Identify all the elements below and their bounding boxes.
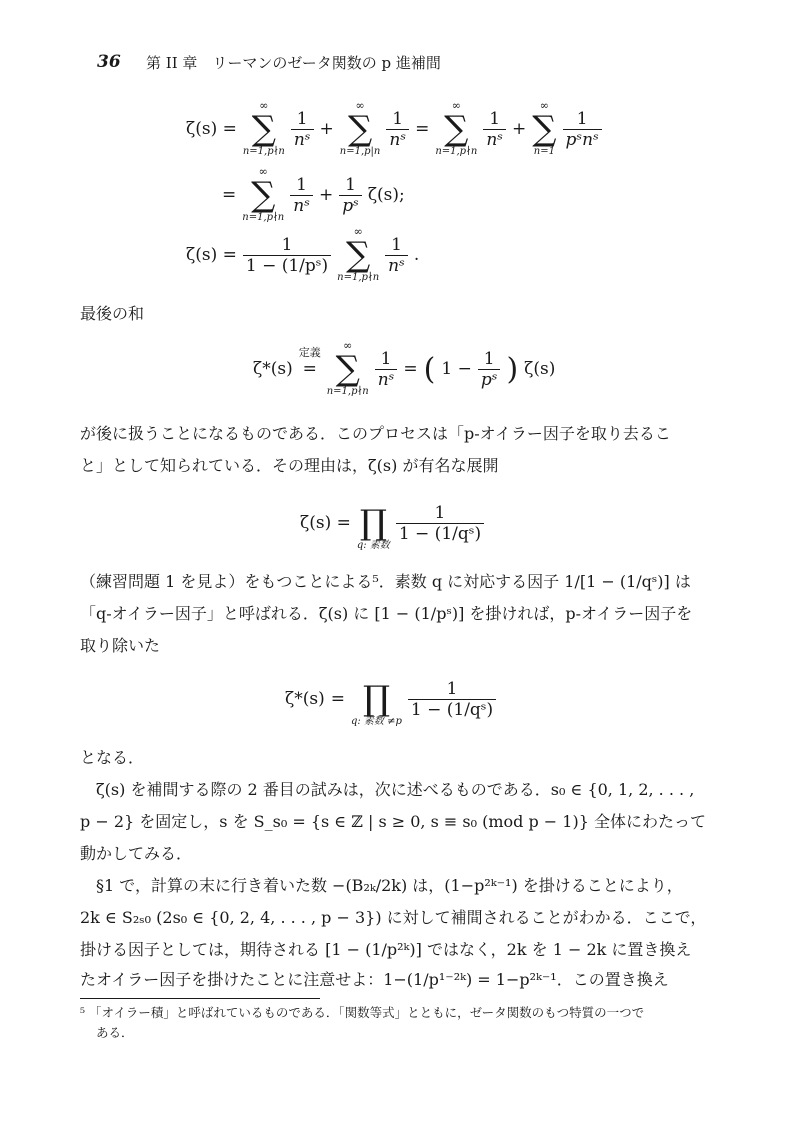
- sum-symbol: ∞ ∑ n=1,p∤n: [337, 225, 380, 283]
- fraction: $\frac{1}{\text{1 − (1/qˢ)}}$: [396, 503, 484, 544]
- footnote-line: ある．: [96, 1025, 134, 1040]
- fraction: $\frac{1}{\text{pˢ}}$: [478, 349, 501, 390]
- paragraph-line: となる．: [80, 748, 145, 767]
- chapter-title: 第 II 章 リーマンのゼータ関数の p 進補間: [146, 54, 441, 72]
- sum-symbol: ∞ ∑ n=1: [532, 99, 557, 157]
- fraction: $\frac{1}{\text{pˢ}}$: [339, 175, 362, 216]
- equation-zeta-split: ζ(s) = ∞ ∑ n=1,p∤n $\frac{1}{\text{nˢ}}$ + ∞ ∑ n=1,p|n $\frac{1}{\text{nˢ}}$ = ∞ ∑ n=1,p∤n $\frac{1}{\text{nˢ}}$ + ∞ ∑ n=1 $\frac{1}{\text{pˢnˢ}}$: [186, 100, 602, 158]
- paragraph-line: 2k ∈ S₂ₛ₀ (2s₀ ∈ {0, 2, 4, . . . , p − 3}) に対して補間されることがわかる．ここで，: [80, 908, 707, 927]
- equation-euler-product: ζ(s) = ∏ q: 素数 $\frac{1}{\text{1 − (1/qˢ)}}$: [300, 494, 484, 552]
- equation-zeta-split-2: = ∞ ∑ n=1,p∤n $\frac{1}{\text{nˢ}}$ + $\frac{1}{\text{pˢ}}$ ζ(s);: [222, 165, 405, 223]
- paragraph-line: たオイラー因子を掛けたことに注意せよ：1−(1/p¹⁻²ᵏ) = 1−p²ᵏ⁻¹．この置き換え: [80, 970, 669, 989]
- sum-symbol: ∞ ∑ n=1,p∤n: [242, 99, 285, 157]
- paragraph-line: p − 2} を固定し，s を S_s₀ = {s ∈ ℤ | s ≥ 0, s ≡ s₀ (mod p − 1)} 全体にわたって: [80, 812, 706, 831]
- paragraph-line: 掛ける因子としては，期待される [1 − (1/p²ᵏ)] ではなく，2k を 1 − 2k に置き換え: [80, 940, 692, 959]
- product-symbol: ∏ q: 素数 ≠p: [350, 679, 402, 727]
- fraction: $\frac{1}{\text{1 − (1/qˢ)}}$: [408, 679, 496, 720]
- eq1-lhs: ζ(s) =: [186, 119, 237, 139]
- equation-zeta-factor: ζ(s) = $\frac{1}{\text{1 − (1/pˢ)}}$ ∞ ∑ n=1,p∤n $\frac{1}{\text{nˢ}}$ .: [186, 225, 420, 283]
- fraction: $\frac{1}{\text{nˢ}}$: [375, 349, 398, 390]
- fraction: $\frac{1}{\text{nˢ}}$: [291, 109, 314, 150]
- fraction: $\frac{1}{\text{pˢnˢ}}$: [563, 109, 602, 150]
- footnote-line: ⁵ 「オイラー積」と呼ばれているものである．「関数等式」とともに，ゼータ関数のもつ特質の一つで: [80, 1005, 645, 1020]
- paragraph: 最後の和: [80, 304, 145, 323]
- paragraph-line: 「q-オイラー因子」と呼ばれる．ζ(s) に [1 − (1/pˢ)] を掛ければ，p-オイラー因子を: [80, 604, 693, 623]
- product-symbol: ∏ q: 素数: [356, 503, 390, 551]
- equation-zeta-star: ζ*(s) 定義 = ∞ ∑ n=1,p∤n $\frac{1}{\text{nˢ}}$ = ( 1 − $\frac{1}{\text{pˢ}}$ ) ζ(s): [253, 339, 556, 397]
- fraction: $\frac{1}{\text{nˢ}}$: [386, 109, 409, 150]
- equation-zeta-star-product: ζ*(s) = ∏ q: 素数 ≠p $\frac{1}{\text{1 − (1/qˢ)}}$: [285, 670, 496, 728]
- fraction: $\frac{1}{\text{nˢ}}$: [483, 109, 506, 150]
- fraction: $\frac{1}{\text{nˢ}}$: [385, 235, 408, 276]
- paragraph-line: が後に扱うことになるものである．このプロセスは「p-オイラー因子を取り去るこ: [80, 424, 671, 443]
- fraction: $\frac{1}{\text{1 − (1/pˢ)}}$: [243, 235, 331, 276]
- sum-symbol: ∞ ∑ n=1,p∤n: [326, 339, 369, 397]
- sum-symbol: ∞ ∑ n=1,p∤n: [435, 99, 478, 157]
- paragraph-line: 動かしてみる．: [80, 844, 193, 863]
- eq2-tail: ζ(s);: [367, 185, 405, 205]
- sum-symbol: ∞ ∑ n=1,p∤n: [242, 165, 285, 223]
- paragraph-line: ζ(s) を補間する際の 2 番目の試みは，次に述べるものである．s₀ ∈ {0, 1, 2, . . . ,: [96, 780, 695, 799]
- paragraph-line: と」として知られている．その理由は，ζ(s) が有名な展開: [80, 456, 499, 475]
- paragraph-line: §1 で，計算の末に行き着いた数 −(B₂ₖ/2k) は，(1−p²ᵏ⁻¹) を掛けることにより，: [96, 876, 683, 895]
- page-number: 36: [97, 52, 121, 72]
- fraction: $\frac{1}{\text{nˢ}}$: [290, 175, 313, 216]
- sum-symbol: ∞ ∑ n=1,p|n: [339, 99, 381, 157]
- footnote-rule: [80, 998, 320, 999]
- paragraph-line: 取り除いた: [80, 636, 161, 655]
- paragraph-line: （練習問題 1 を見よ）をもつことによる⁵．素数 q に対応する因子 1/[1 − (1/qˢ)] は: [80, 572, 691, 591]
